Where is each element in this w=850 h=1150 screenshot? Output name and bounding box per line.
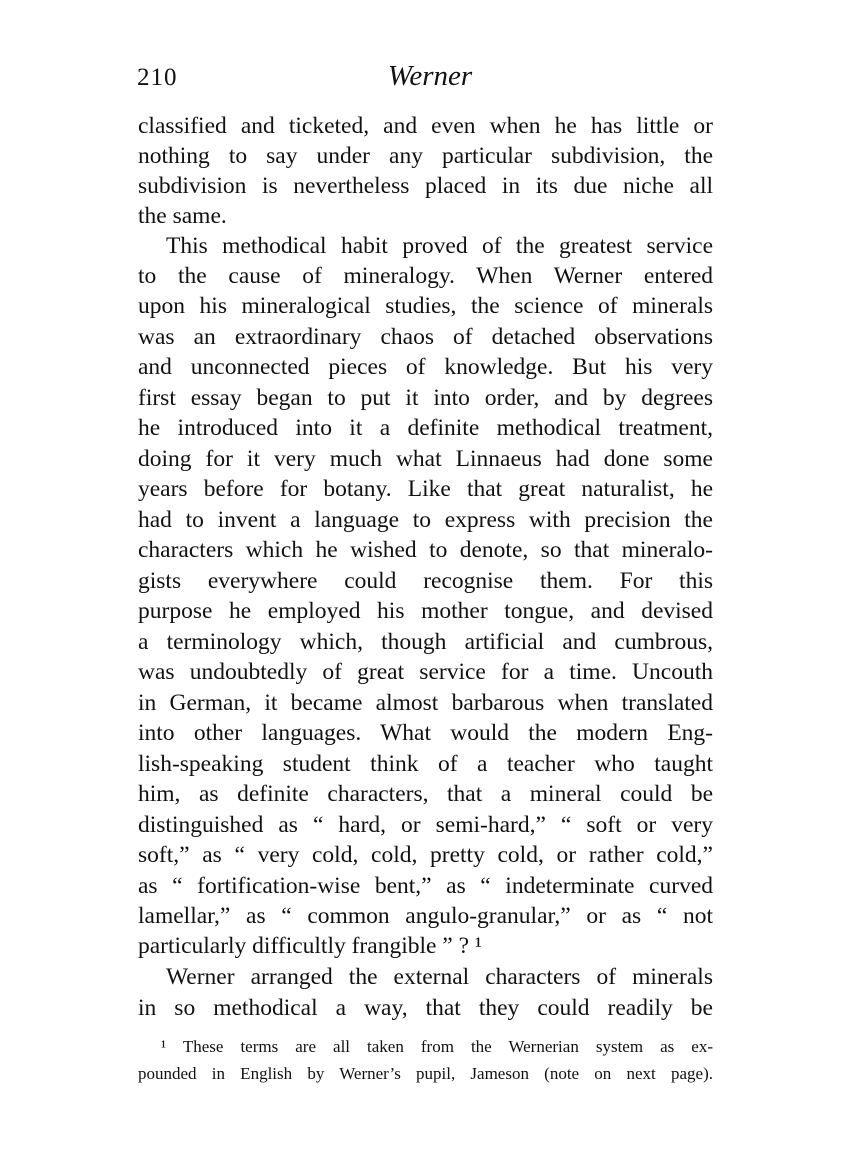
paragraph-2-line: particularly difficultly frangible ” ? ¹ xyxy=(138,933,482,959)
paragraph-2-line: first essay began to put it into order, and by degrees xyxy=(138,385,713,411)
paragraph-2-line: distinguished as “ hard, or semi-hard,” “ soft or very xyxy=(138,812,713,838)
paragraph-2-line: gists everywhere could recognise them. For this xyxy=(138,568,713,594)
paragraph-2-line: had to invent a language to express with precision the xyxy=(138,507,713,533)
paragraph-2-line: lamellar,” as “ common angulo-granular,” or as “ not xyxy=(138,903,713,929)
paragraph-2-line: upon his mineralogical studies, the science of minerals xyxy=(138,293,713,319)
paragraph-1-line: subdivision is nevertheless placed in its due niche all xyxy=(138,173,713,199)
paragraph-2-line: This methodical habit proved of the greatest service xyxy=(166,233,713,259)
paragraph-3-line: Werner arranged the external characters of minerals xyxy=(166,964,713,990)
paragraph-1-line: the same. xyxy=(138,203,227,229)
paragraph-3-line: in so methodical a way, that they could readily be xyxy=(138,995,713,1021)
paragraph-2-line: purpose he employed his mother tongue, and devised xyxy=(138,598,713,624)
footnote-line: ¹ These terms are all taken from the Wernerian system as ex- xyxy=(161,1037,713,1056)
paragraph-1-line: classified and ticketed, and even when he has little or xyxy=(138,113,713,139)
paragraph-2-line: to the cause of mineralogy. When Werner entered xyxy=(138,263,713,289)
paragraph-2-line: a terminology which, though artificial and cumbrous, xyxy=(138,629,713,655)
paragraph-2-line: years before for botany. Like that great naturalist, he xyxy=(138,476,713,502)
paragraph-2-line: soft,” as “ very cold, cold, pretty cold, or rather cold,” xyxy=(138,842,713,868)
paragraph-2-line: he introduced into it a definite methodical treatment, xyxy=(138,415,713,441)
paragraph-2-line: was undoubtedly of great service for a time. Uncouth xyxy=(138,659,713,685)
paragraph-2-line: lish-speaking student think of a teacher who taught xyxy=(138,751,713,777)
footnote-line: pounded in English by Werner’s pupil, Jameson (note on next page). xyxy=(138,1064,713,1083)
paragraph-2-line: was an extraordinary chaos of detached observations xyxy=(138,324,713,350)
paragraph-2-line: and unconnected pieces of knowledge. But his very xyxy=(138,354,713,380)
paragraph-2-line: in German, it became almost barbarous when translated xyxy=(138,690,713,716)
running-title: Werner xyxy=(387,60,473,92)
paragraph-1-line: nothing to say under any particular subdivision, the xyxy=(138,143,713,169)
page-number: 210 xyxy=(137,64,178,91)
paragraph-2-line: doing for it very much what Linnaeus had done some xyxy=(138,446,713,472)
paragraph-2-line: characters which he wished to denote, so that mineralo- xyxy=(138,537,713,563)
paragraph-2-line: into other languages. What would the modern Eng- xyxy=(138,720,713,746)
paragraph-2-line: him, as definite characters, that a mineral could be xyxy=(138,781,713,807)
paragraph-2-line: as “ fortification-wise bent,” as “ indeterminate curved xyxy=(138,873,713,899)
